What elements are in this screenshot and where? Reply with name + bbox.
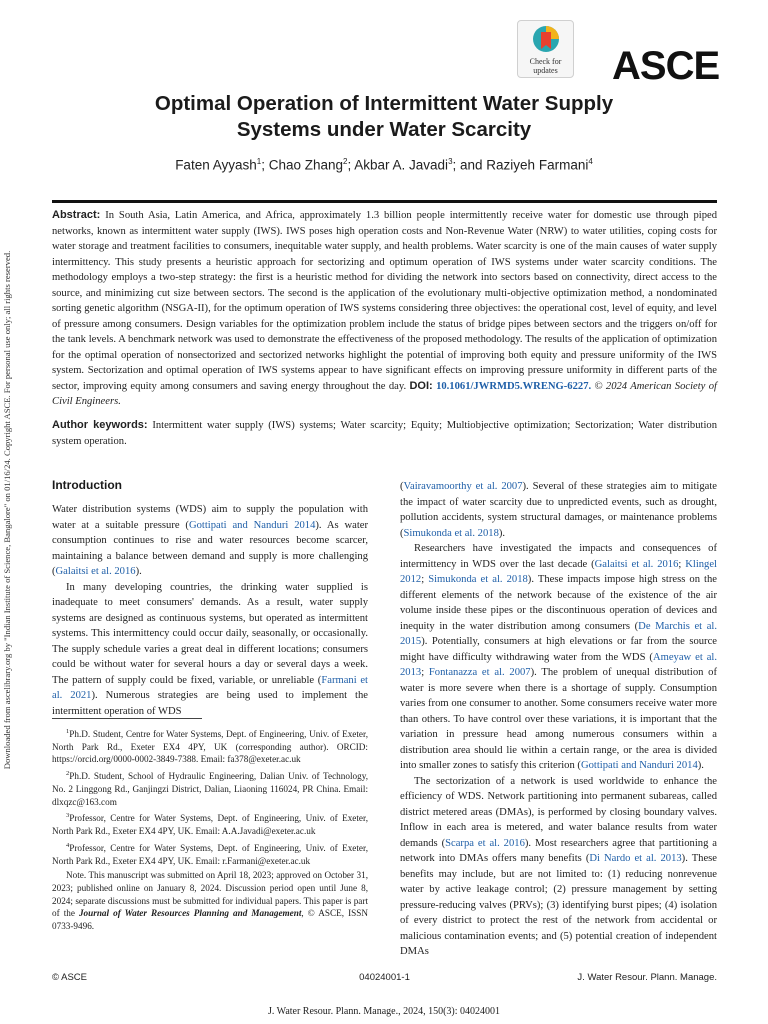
footnote bbox=[52, 840, 368, 867]
paragraph bbox=[400, 479, 717, 541]
header-rule bbox=[52, 200, 717, 203]
submission-note bbox=[52, 869, 368, 933]
footnote-mark: 4 bbox=[66, 841, 70, 849]
author-name: Chao Zhang bbox=[268, 157, 344, 173]
asce-logo-text: ASCE bbox=[612, 44, 720, 88]
footnote bbox=[52, 726, 368, 766]
abstract-label: Abstract: bbox=[52, 209, 101, 221]
check-for-updates-badge[interactable] bbox=[517, 20, 574, 78]
body-text: ). bbox=[498, 527, 506, 539]
paragraph bbox=[52, 580, 368, 720]
side-download-note-text: Downloaded from ascelibrary.org by "Indian Institute of Science, Bangalore" on 01/16/24. Copyright ASCE. For personal use only; all rights reserved. bbox=[2, 250, 12, 770]
citation-link[interactable]: Klingel 2012 bbox=[400, 558, 717, 585]
footnote bbox=[52, 768, 368, 808]
body-text: In many developing countries, the drinking water supplied is inadequate to meet consumers' demands. As a result, water supply systems are designed as continuous systems, but operated as intermittent systems. This intermittency could occur daily, seasonally, or occasionally. The supply schedule varies a great deal in different locations; consumers could be without water for several hours a day or several days a week. The pattern of supply could be fixed, variable, or unreliable ( bbox=[52, 581, 368, 686]
citation-link[interactable]: Farmani et al. 2021 bbox=[52, 674, 368, 701]
body-text: ; bbox=[421, 667, 429, 678]
paragraph bbox=[400, 774, 717, 960]
body-text: ). Numerous strategies are being used to implement the intermittent operation of WDS bbox=[52, 690, 368, 717]
body-text: The sectorization of a network is used worldwide to enhance the efficiency of WDS. Network partitioning into permanent subareas, called district metered areas (DMAs), is performed by closing boundary valves. Inflow in each area is metered, and water balance results from water demands ( bbox=[400, 775, 717, 849]
right-column-body bbox=[400, 479, 717, 960]
copyright-line: © 2024 American Society of Civil Engineers. bbox=[52, 380, 717, 407]
citation-link[interactable]: Simukonda et al. 2018 bbox=[403, 527, 499, 539]
body-text: Researchers have investigated the impacts and consequences of intermittency in WDS over the last decade ( bbox=[400, 543, 717, 570]
title-line-2: Systems under Water Scarcity bbox=[236, 118, 532, 141]
author-keywords bbox=[52, 418, 717, 449]
footnote-text: Ph.D. Student, Centre for Water Systems, Dept. of Engineering, Univ. of Exeter, North Park Rd., Exeter EX4 4PY, UK (corresponding author). ORCID: https://orcid.org/0000-0002-3849-7388. Email: fa378@exeter.ac.uk bbox=[52, 729, 368, 765]
abstract-text: In South Asia, Latin America, and Africa, approximately 1.3 billion people intermittently receive water for domestic use through piped networks, known as intermittent water supply (IWS). IWS poses high operation costs and Non-Revenue Water (NRW) to water utilities, coping costs for water storage and treatment facilities to consumers, inequitable water supply, and health problems. Water scarcity is one of the main causes of water supply intermittency. This study presents a heuristic approach for sectorizing and optimum operation of IWS systems under water scarcity conditions. The methodology employs a two-step strategy: the first is a heuristic method for dividing the network into sectors based on connectivity, direct access to the source, and minimizing cut size between sectors. The second is the application of the evolutionary multi-objective optimization method, a nondominated sorting genetic algorithm (NSGA-II), for the optimum operation of IWS systems considering three objectives: the operational cost, level of equity, and level of pressure among consumers. Design variables for the optimization problem include the status of bridge pipes between sectors and the triggers on/off for the tank levels. A benchmark network was used to demonstrate the effectiveness of the proposed methodology. The results of the application of optimization for the optimal operation of nonsectorized and sectorized networks highlight the potential of improving both equity and pressure uniformity of the IWS system. Sectorization and optimal operation of IWS systems appear to have significant effects on improving pressure uniformity in different parts of the sector, improving equity among consumers and saving energy throughout the day. bbox=[52, 210, 717, 392]
footnote-mark: 2 bbox=[66, 770, 70, 778]
asce-logo bbox=[612, 44, 720, 88]
page-footer bbox=[52, 972, 717, 988]
badge-line2: updates bbox=[533, 66, 558, 75]
citation-link[interactable]: Fontanazza et al. 2007 bbox=[428, 667, 531, 678]
footnote-text: Professor, Centre for Water Systems, Dept. of Engineering, Univ. of Exeter, North Park Rd., Exeter EX4 4PY, UK. Email: r.Farmani@exeter.ac.uk bbox=[52, 842, 368, 866]
footer-page-id: 04024001-1 bbox=[359, 972, 410, 983]
author-name: Raziyeh Farmani bbox=[486, 157, 589, 173]
body-text: ). These benefits may include, but are not limited to: (1) reducing nonrevenue water by active leakage control; (2) pressure management by setting pressure-reducing valves (PRVs); (3) identifying burst pipes; (4) isolation of every district to protect the rest of the network from accidental or malicious contamination events; and (5) potential creation of independent DMAs bbox=[400, 853, 717, 957]
keywords-text: Intermittent water supply (IWS) systems; Water scarcity; Equity; Multiobjective optimization; Sectorization; Water distribution system operation. bbox=[52, 420, 717, 447]
body-text: ; bbox=[421, 574, 429, 585]
abstract bbox=[52, 208, 717, 410]
keywords-label: Author keywords: bbox=[52, 419, 148, 431]
body-text: ). As water consumption continues to rise and water resources become scarcer, maintaining a balance between demand and supply is more challenging ( bbox=[52, 519, 368, 577]
citation-link[interactable]: Ameyaw et al. 2013 bbox=[400, 651, 717, 678]
side-download-note bbox=[0, 190, 14, 830]
author-affiliation-mark: 1 bbox=[256, 157, 262, 166]
citation-link[interactable]: Galaitsi et al. 2016 bbox=[55, 566, 136, 577]
bookmark-icon bbox=[531, 24, 561, 56]
citation-link[interactable]: Di Nardo et al. 2013 bbox=[589, 853, 682, 864]
author-affiliation-mark: 3 bbox=[448, 157, 453, 166]
author-name: Akbar A. Javadi bbox=[354, 157, 449, 173]
body-text: Water distribution systems (WDS) aim to supply the population with water at a suitable pressure ( bbox=[52, 504, 368, 531]
body-text: ). bbox=[697, 760, 704, 771]
paragraph bbox=[400, 541, 717, 774]
citation-link[interactable]: Galaitsi et al. 2016 bbox=[594, 558, 679, 570]
author-separator: ; bbox=[347, 157, 355, 173]
author-list bbox=[60, 157, 708, 173]
left-column-body bbox=[52, 502, 368, 719]
footer-copyright: © ASCE bbox=[52, 972, 87, 983]
body-text: ( bbox=[400, 481, 404, 492]
footnote-text: Professor, Centre for Water Systems, Dept. of Engineering, Univ. of Exeter, North Park Rd., Exeter EX4 4PY, UK. Email: A.A.Javadi@exeter.ac.uk bbox=[52, 813, 368, 837]
footnote-mark: 3 bbox=[66, 812, 70, 820]
citation-link[interactable]: De Marchis et al. 2015 bbox=[400, 620, 717, 647]
title-line-1: Optimal Operation of Intermittent Water Supply bbox=[154, 92, 614, 115]
doi-label: DOI: bbox=[409, 379, 433, 392]
citation-link[interactable]: Vairavamoorthy et al. 2007 bbox=[403, 481, 523, 492]
body-text: ). Most researchers agree that partitioning a network into DMAs offers many benefits ( bbox=[400, 837, 717, 864]
author-affiliation-mark: 2 bbox=[343, 157, 348, 166]
footnote-mark: 1 bbox=[66, 728, 70, 735]
badge-line1: Check for bbox=[529, 57, 562, 66]
footnote-text: Ph.D. Student, School of Hydraulic Engineering, Dalian Univ. of Technology, No. 2 Linggong Rd., Ganjingzi District, Dalian, Liaoning 116024, PR China. Email: dlxqzc@163.com bbox=[52, 771, 368, 807]
note-text: Note. This manuscript was submitted on April 18, 2023; approved on October 31, 2023; published online on January 8, 2024. Discussion period open until June 8, 2024; separate discussions must be submitted for individual papers. This paper is part of the bbox=[52, 870, 368, 919]
body-text: ). Several of these strategies aim to mitigate the impact of water scarcity due to unpredicted events, such as drought, pollution accidents, system structural damages, or maintenance problems ( bbox=[400, 481, 718, 539]
author-affiliation-mark: 4 bbox=[588, 157, 593, 166]
section-heading-introduction: Introduction bbox=[52, 478, 122, 492]
author-separator: ; and bbox=[452, 157, 487, 173]
author-separator: ; bbox=[261, 157, 269, 173]
doi-link[interactable]: 10.1061/JWRMD5.WRENG-6227. bbox=[436, 380, 592, 392]
body-text: ). bbox=[135, 566, 142, 577]
footnotes bbox=[52, 726, 368, 935]
body-text: ). Potentially, consumers at high elevations or far from the source might have difficulty withdrawing water from the WDS ( bbox=[400, 636, 717, 663]
citation-link[interactable]: Simukonda et al. 2018 bbox=[428, 574, 528, 585]
footnote bbox=[52, 810, 368, 837]
citation-link[interactable]: Gottipati and Nanduri 2014 bbox=[580, 760, 698, 771]
body-text: ). These impacts impose high stress on the different elements of the network because of the existence of the air volume inside these pipes or the discontinuous operation of devices and inequity in the water distribution among consumers ( bbox=[400, 574, 717, 632]
paper-title bbox=[60, 91, 708, 143]
footer-journal: J. Water Resour. Plann. Manage. bbox=[577, 972, 717, 983]
citation-link[interactable]: Gottipati and Nanduri 2014 bbox=[188, 519, 316, 531]
note-tail: , © ASCE, ISSN 0733-9496. bbox=[52, 908, 368, 932]
body-text: ). The problem of unequal distribution of water is more severe when there is a shortage of supply. Consumption varies from one consumer to another. Some consumers receive water more than others. To have control over these variations, it is important that the variation in pressure head among numerous consumers within a distribution area should lie within a certain range, or the area is divided into smaller zones to satisfy this criterion ( bbox=[400, 667, 718, 771]
author-name: Faten Ayyash bbox=[175, 157, 257, 173]
bottom-citation: J. Water Resour. Plann. Manage., 2024, 150(3): 04024001 bbox=[267, 1006, 501, 1017]
note-journal: Journal of Water Resources Planning and Management bbox=[78, 908, 302, 919]
body-text: ; bbox=[678, 558, 686, 570]
footnote-rule bbox=[52, 718, 202, 719]
citation-link[interactable]: Scarpa et al. 2016 bbox=[445, 837, 525, 849]
paragraph bbox=[52, 502, 368, 580]
